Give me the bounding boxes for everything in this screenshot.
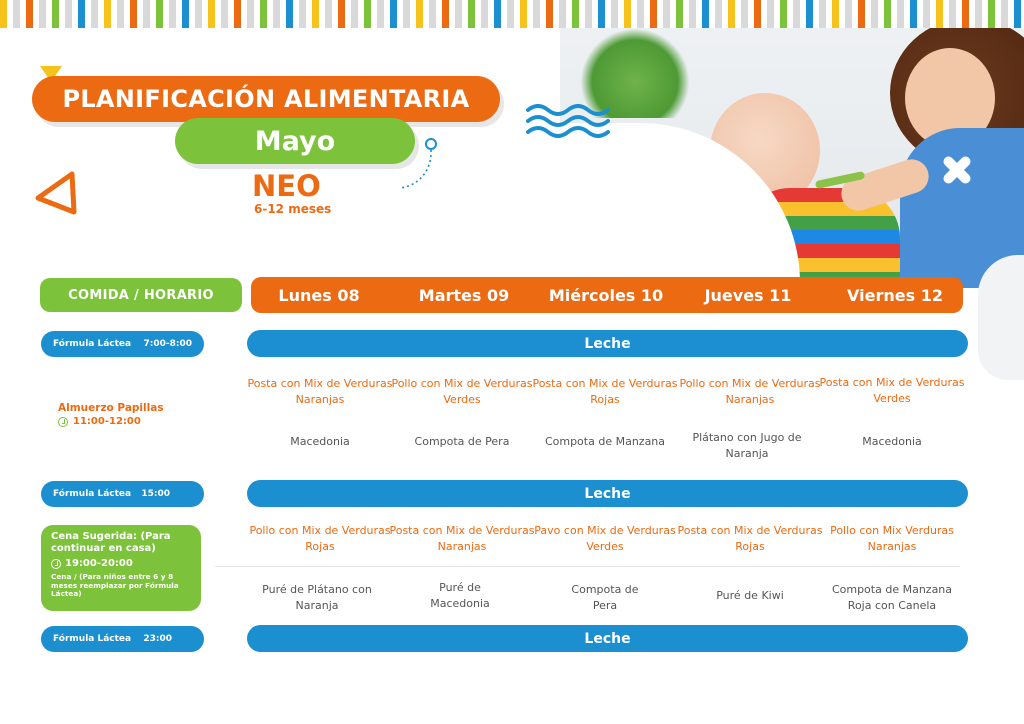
page-title: PLANIFICACIÓN ALIMENTARIA [32,76,500,122]
lunch-main-cell: Posta con Mix de Verduras Verdes [819,376,965,405]
stripe [182,0,189,28]
stripe [117,0,124,28]
dinner-main-cell: Posta con Mix de Verduras Rojas [677,524,823,553]
stripe [845,0,852,28]
formula-label: Fórmula Láctea [53,634,132,644]
lunch-main-cell: Pollo con Mix de Verduras Naranjas [679,377,821,406]
formula-row-label [41,331,204,357]
stripe [832,0,839,28]
dinner-time-text: 19:00-20:00 [65,558,133,569]
stripe [169,0,176,28]
dinner-time [51,558,191,569]
stripe [416,0,423,28]
stripe [247,0,254,28]
stripe [156,0,163,28]
stripe [780,0,787,28]
lunch-dessert-cell: Compota de Manzana [544,435,666,448]
stripe [91,0,98,28]
stripe [871,0,878,28]
stripe [39,0,46,28]
stripe [507,0,514,28]
milk-bar: Leche [247,330,968,357]
dinner-dessert-cell: Compota de Pera [571,583,639,612]
dinner-main-cell: Pollo con Mix Verduras Naranjas [830,524,954,553]
days-header [251,277,963,313]
stripe [884,0,891,28]
stripe [429,0,436,28]
dinner-main-cell: Pavo con Mix de Verduras Verdes [534,524,676,553]
dinner-label: Cena Sugerida: (Para continuar en casa) [51,531,171,554]
stripe [897,0,904,28]
row-divider [215,566,960,567]
triangle-icon [32,168,82,218]
stripe [689,0,696,28]
stripe [546,0,553,28]
stripe [767,0,774,28]
stripe [806,0,813,28]
stripe [741,0,748,28]
lunch-time [58,416,141,427]
stripe [403,0,410,28]
stripe [13,0,20,28]
dinner-dessert-cell: Puré de Plátano con Naranja [262,583,372,612]
stripe [481,0,488,28]
stripe [286,0,293,28]
lunch-label: Almuerzo Papillas [58,402,164,414]
formula-time: 15:00 [141,489,170,499]
clock-icon [58,417,68,427]
stripe [299,0,306,28]
dinner-label-box [41,525,201,611]
stripe [494,0,501,28]
stripe [793,0,800,28]
wave-icon [526,104,612,138]
stripe [52,0,59,28]
stripe [637,0,644,28]
age-range: 6-12 meses [254,202,332,216]
clock-icon [51,559,61,569]
stripe [598,0,605,28]
decorative-panel [978,255,1024,380]
stripe [858,0,865,28]
stripe [195,0,202,28]
formula-time: 7:00-8:00 [143,339,192,349]
dinner-note: Cena / (Para niños entre 6 y 8 meses reemplazar por Fórmula Láctea) [51,572,179,598]
stripe [143,0,150,28]
stripe [104,0,111,28]
formula-time: 23:00 [143,634,172,644]
milk-bar: Leche [247,480,968,507]
stripe [676,0,683,28]
dinner-main-cell: Posta con Mix de Verduras Naranjas [389,524,535,553]
stripe [949,0,956,28]
stripe [936,0,943,28]
stripe [208,0,215,28]
stripe [468,0,475,28]
stripe [702,0,709,28]
lunch-main-cell: Pollo con Mix de Verduras Verdes [391,377,533,406]
formula-label: Fórmula Láctea [53,339,132,349]
day-header: Miércoles 10 [548,285,664,305]
day-header: Martes 09 [418,285,510,305]
stripe [364,0,371,28]
stripe [0,0,7,28]
stripe [351,0,358,28]
stripe [819,0,826,28]
formula-row-label [41,481,204,507]
stripe [533,0,540,28]
top-stripe-border [0,0,1024,28]
stripe [1014,0,1021,28]
stripe [520,0,527,28]
formula-label: Fórmula Láctea [53,489,132,499]
stripe [65,0,72,28]
stripe [624,0,631,28]
stripe [221,0,228,28]
stripe [78,0,85,28]
stripe [663,0,670,28]
stripe [988,0,995,28]
lunch-time-text: 11:00-12:00 [73,416,141,427]
stripe [312,0,319,28]
formula-row-label [41,626,204,652]
dinner-dessert-cell: Puré de Macedonia [430,581,490,610]
program-name: NEO [252,169,321,203]
cross-icon [940,153,974,187]
day-header: Lunes 08 [278,285,360,305]
stripe [962,0,969,28]
stripe [611,0,618,28]
dinner-main-cell: Pollo con Mix de Verduras Rojas [249,524,391,553]
lunch-dessert-cell: Macedonia [290,435,350,448]
mother-feeding-baby-photo [560,28,1024,288]
stripe [559,0,566,28]
stripe [1001,0,1008,28]
stripe [377,0,384,28]
month-label: Mayo [175,118,415,164]
stripe [26,0,33,28]
stripe [728,0,735,28]
day-header: Jueves 11 [704,285,792,305]
milk-bar: Leche [247,625,968,652]
day-header: Viernes 12 [847,285,943,305]
stripe [234,0,241,28]
lunch-dessert-cell: Plátano con Jugo de Naranja [692,431,802,460]
stripe [975,0,982,28]
stripe [390,0,397,28]
stripe [325,0,332,28]
stripe [910,0,917,28]
stripe [585,0,592,28]
stripe [572,0,579,28]
lunch-main-cell: Posta con Mix de Verduras Rojas [532,377,678,406]
meal-time-header: COMIDA / HORARIO [40,278,242,312]
stripe [715,0,722,28]
lunch-main-cell: Posta con Mix de Verduras Naranjas [247,377,393,406]
lunch-dessert-cell: Compota de Pera [414,435,510,448]
dinner-dessert-cell: Puré de Kiwi [716,589,784,602]
stripe [754,0,761,28]
stripe [650,0,657,28]
stripe [442,0,449,28]
stripe [273,0,280,28]
stripe [455,0,462,28]
stripe [923,0,930,28]
stripe [130,0,137,28]
lunch-dessert-cell: Macedonia [862,435,922,448]
stripe [260,0,267,28]
dinner-dessert-cell: Compota de Manzana Roja con Canela [831,583,953,612]
stripe [338,0,345,28]
